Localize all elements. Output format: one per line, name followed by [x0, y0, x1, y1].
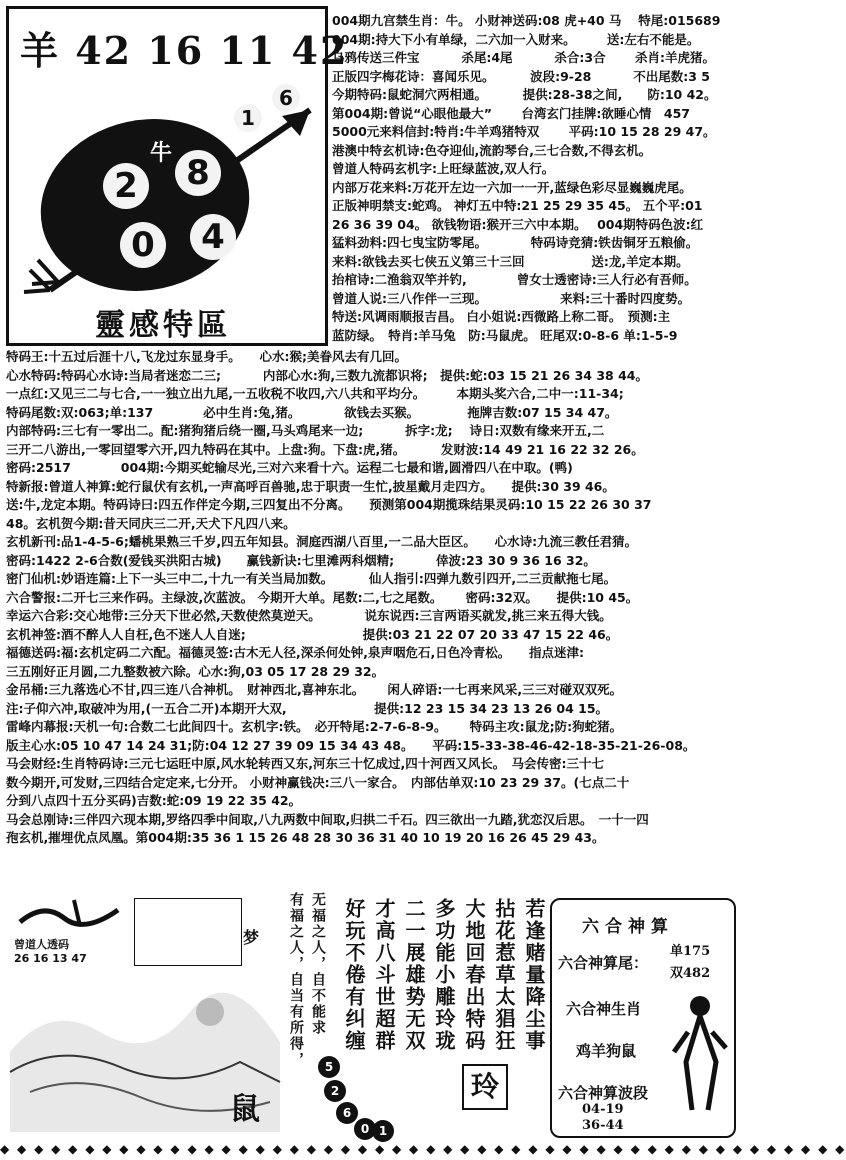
text-line: 48。玄机贺今期:昔天同庆三二开,天犬下凡四八来。 — [6, 515, 296, 531]
text-line: 004期九宫禁生肖：牛。 小财神送码:08 虎+40 马 特尾:015689 — [332, 13, 721, 28]
small-number-2: 6 — [272, 84, 300, 112]
right-text-column — [332, 12, 740, 345]
vertical-line-2: 无福之人，自不能求 — [310, 892, 326, 1036]
text-line: 心水特码:特码心水诗:当局者迷恋二三; 内部心水:狗,三数九流都识将; 提供:蛇:03 15 21 26 34 38 44。 — [6, 367, 648, 383]
box-title: 六合神算 — [582, 917, 674, 937]
text-line: 密码:2517 004期:今期买蛇输尽光,三对六来看十六。运程二七最和谐,圆滑四八在中取。(鸭) — [6, 460, 573, 475]
ball-1: 5 — [318, 1056, 340, 1078]
text-line: 马会财经:生肖特码诗:三元七运旺中原,风水轮转西又东,河东三十忆成过,四十河西又风长。 马会传密:三十七 — [6, 756, 604, 771]
vertical-line-1: 有福之人，自当有所得， — [288, 892, 304, 1068]
text-line: 一点红:又见三二与七合,一一独立出九尾,一五收税不收四,六八共和平均分。 本期头奖六合,二中一:11-34; — [6, 386, 624, 401]
poem-column: 才高八斗世超群 — [372, 898, 396, 1052]
ball-2: 2 — [324, 1080, 346, 1102]
text-line: 26 36 39 04。 欲钱物语:猴开三六中本期。 004期特码色波:红 — [332, 216, 704, 232]
text-line: 特送:风调雨顺报吉昌。 白小姐说:西微路上称二哥。 预测:主 — [332, 309, 671, 324]
text-line: 特码王:十五过后涯十八,飞龙过东显身手。 心水:猴;美眷风去有几回。 — [6, 349, 407, 364]
text-line: 特码尾数:双:063;单:137 必中生肖:兔,猪。 欲钱去买猴。 拖牌吉数:07 15 34 47。 — [6, 404, 618, 420]
poem-column: 若逢赌量降尘事 — [522, 898, 546, 1052]
text-line: 正版神明禁支:蛇鸡。 神灯五中特:21 25 29 35 45。 五个平:01 — [332, 198, 703, 213]
box-zodiac-label: 六合神生肖 — [566, 1000, 642, 1018]
box-tail-single: 单175 — [670, 944, 711, 959]
text-line: 马会总刚诗:三伴四六现本期,罗络四季中间取,八九两数中间取,归拱二千石。四三欲出一九踏,犹恋汉后思。 一十一四 — [6, 811, 649, 827]
text-line: 来料:欲钱去买七侠五义第三十三回 送:龙,羊定本期。 — [332, 253, 689, 269]
mini-numbers: 26 16 13 47 — [14, 952, 87, 965]
text-line: 金吊桶:三九落选心不甘,四三连八合神机。 财神西北,喜神东北。 闲人碎语:一七再来风采,三三对碰双双死。 — [6, 682, 623, 697]
text-line: 港澳中特玄机诗:色夺迎仙,流韵琴台,三七合数,不得玄机。 — [332, 142, 652, 158]
poem-column: 多功能小雕玲珑 — [432, 898, 456, 1052]
ball-4: 0 — [354, 1118, 376, 1140]
text-line: 内部万花来料:万花开左边一六加一一开,蓝绿色彩尽显巍巍虎尾。 — [332, 179, 692, 195]
footer-dots: ◆ ◆ ◆ ◆ ◆ ◆ ◆ ◆ ◆ ◆ ◆ ◆ ◆ ◆ ◆ ◆ ◆ ◆ ◆ ◆ ◆ ◆ ◆ ◆ ◆ ◆ ◆ ◆ ◆ ◆ ◆ ◆ ◆ ◆ ◆ ◆ ◆ ◆ ◆ ◆ ◆ ◆ ◆ ◆ ◆ ◆ ◆ ◆ ◆ ◆ — [0, 1142, 846, 1156]
text-line: 特新报:曾道人神算:蛇行鼠伏有玄机,一声高呼百兽驰,忠于职责一生忙,披星戴月走四方。 提供:30 39 46。 — [6, 478, 615, 494]
small-verse-box — [134, 898, 259, 966]
text-line: 福德送码:福:玄机定码二六配。福德灵签:古木无人径,深杀何处钟,泉声咽危石,日色冷青松。 指点迷津: — [6, 645, 584, 660]
text-line: 曾道人说:三八作伴一三现。 来料:三十番时四度势。 — [332, 290, 691, 306]
figure-silhouette — [672, 992, 728, 1112]
text-line: 三开二八游出,一零回望零六开,四九特码在其中。上盘:狗。下盘:虎,猪。 发财波:14 49 21 16 22 32 26。 — [6, 441, 644, 457]
box-tail-label: 六合神算尾： — [558, 954, 649, 972]
text-line: 送:牛,龙定本期。特码诗曰:四五作伴定今期,三四复出不分离。 预测第004期揽珠结果灵码:10 15 22 26 30 37 — [6, 497, 652, 512]
egg-number-3: 0 — [120, 222, 166, 268]
text-line: 内部特码:三七有一零出二。配:猪狗猪后绕一圈,马头鸡尾来一边; 拆字:龙; 诗日:双数有缘来开五,二 — [6, 423, 605, 438]
text-line: 5000元来料信封:特肖:牛羊鸡猪特双 平码:10 15 28 29 47。 — [332, 124, 716, 139]
text-line: 抬棺诗:二渔翁双竿并钓, 曾女士透密诗:三人行必有吾师。 — [332, 272, 697, 287]
text-line: 密门仙机:妙语连篇:上下一头三中二,十九一有关当局加数。 仙人指引:四弹九数引四开,二三贡献拖七尾。 — [6, 571, 617, 586]
small-number-1: 1 — [234, 104, 262, 132]
mini-caption: 曾道人透码 — [14, 938, 69, 951]
text-line: 三五刚好正月圆,二九整数被六除。心水:狗,03 05 17 28 29 32。 — [6, 663, 385, 679]
text-line: 注:子仰六冲,取破冲为用,(一五合二开)本期开大双, 提供:12 23 15 34 23 13 26 04 15。 — [6, 700, 609, 716]
text-line: 正版四字梅花诗：喜闻乐见。 波段:9-28 不出尾数:3 5 — [332, 68, 710, 84]
ling-badge: 玲 — [462, 1064, 508, 1110]
egg-number-4: 4 — [190, 214, 236, 260]
text-line: 曾道人特码玄机字:上旺绿蓝波,双人行。 — [332, 161, 555, 176]
poem-column: 二一展雄势无双 — [402, 898, 426, 1052]
text-line: 004期:持大下小有单绿，二六加一入财来。 送:左右不能是。 — [332, 31, 700, 47]
ball-5: 1 — [372, 1120, 394, 1142]
text-line: 第004期:曾说“心眼他最大” 台湾玄门挂牌:欲睡心情 457 — [332, 105, 690, 121]
poem-column: 拈花惹草太猖狂 — [492, 898, 516, 1052]
poem-column: 大地回春出特码 — [462, 898, 486, 1052]
text-line: 幸运六合彩:交心地带:三分天下世必然,天数使然莫逆天。 说东说西:三言两语买就发,挑三来五得大钱。 — [6, 608, 612, 623]
page-title: 羊 42 16 11 42 — [20, 28, 349, 73]
text-line: 雷峰内幕报:天机一句:合数二七此间四十。玄机字:铁。 必开特尾:2-7-6-8-9。 特码主攻:鼠龙;防:狗蛇猪。 — [6, 719, 623, 734]
text-line: 版主心水:05 10 47 14 24 31;防:04 12 27 39 09 15 34 43 48。 平码:15-33-38-46-42-18-35-21-26-08。 — [6, 737, 696, 753]
text-line: 六合警报:二开七三来作码。主绿波,次蓝波。 今期开大单。尾数:二,七之尾数。 密码:32双。 提供:10 45。 — [6, 589, 639, 605]
text-line: 玄机神签:酒不醉人人自枉,色不迷人人自迷; 提供:03 21 22 07 20 33 47 15 22 46。 — [6, 626, 619, 642]
text-line: 蓝防绿。 特肖:羊马兔 防:马鼠虎。 旺尾双:0-8-6 单:1-5-9 — [332, 327, 678, 343]
text-line: 乌鸦传送三件宝 杀尾:4尾 杀合:3合 杀肖:羊虎猪。 — [332, 50, 715, 65]
six-union-box — [550, 898, 736, 1138]
mouse-label: 鼠 — [230, 1092, 260, 1127]
text-line: 分到八点四十五分买码)吉数:蛇:09 19 22 35 42。 — [6, 793, 302, 808]
text-line: 玄机新刊:品1-4-5-6;蟠桃果熟三千岁,四五年知县。洞庭西湖八百里,一二品大臣区。 心水诗:九流三教任君猜。 — [6, 534, 638, 549]
text-line: 密码:1422 2-6合数(爱钱买洪阳古城) 赢钱新诀:七里滩两科烟精; 倖波:23 30 9 36 16 32。 — [6, 552, 596, 568]
text-line: 猛料劲料:四七曳宝防零尾。 特码诗竞猜:铁齿铜牙五粮偷。 — [332, 235, 699, 250]
text-line: 数今期开,可发财,三四结合定定来,七分开。 小财神赢钱决:三八一家合。 内部估单双:10 23 29 37。(七点二十 — [6, 774, 630, 790]
text-line: 孢玄机,摧埋优点凤凰。第004期:35 36 1 15 26 48 28 30 36 31 40 10 19 20 16 26 45 29 43。 — [6, 830, 605, 845]
box-zodiac-values: 鸡羊狗鼠 — [576, 1042, 637, 1060]
box-wave-1: 04-19 — [582, 1102, 624, 1117]
box-wave-label: 六合神算波段 — [558, 1084, 649, 1102]
box-wave-2: 36-44 — [582, 1118, 624, 1133]
poem-column: 好玩不倦有纠缠 — [342, 898, 366, 1052]
main-text-block — [6, 348, 740, 848]
ball-3: 6 — [336, 1102, 358, 1124]
egg-number-1: 2 — [103, 163, 149, 209]
zodiac-label: 牛 — [150, 141, 173, 166]
egg-number-2: 8 — [175, 150, 221, 196]
mini-brush-graphic — [14, 896, 126, 965]
dream-label: 梦 — [242, 928, 259, 947]
text-line: 今期特码:鼠蛇洞穴两相通。 提供:28-38之间, 防:10 42。 — [332, 87, 717, 102]
box-tail-double: 双482 — [670, 966, 711, 981]
banner-title: 靈感特區 — [95, 308, 231, 343]
